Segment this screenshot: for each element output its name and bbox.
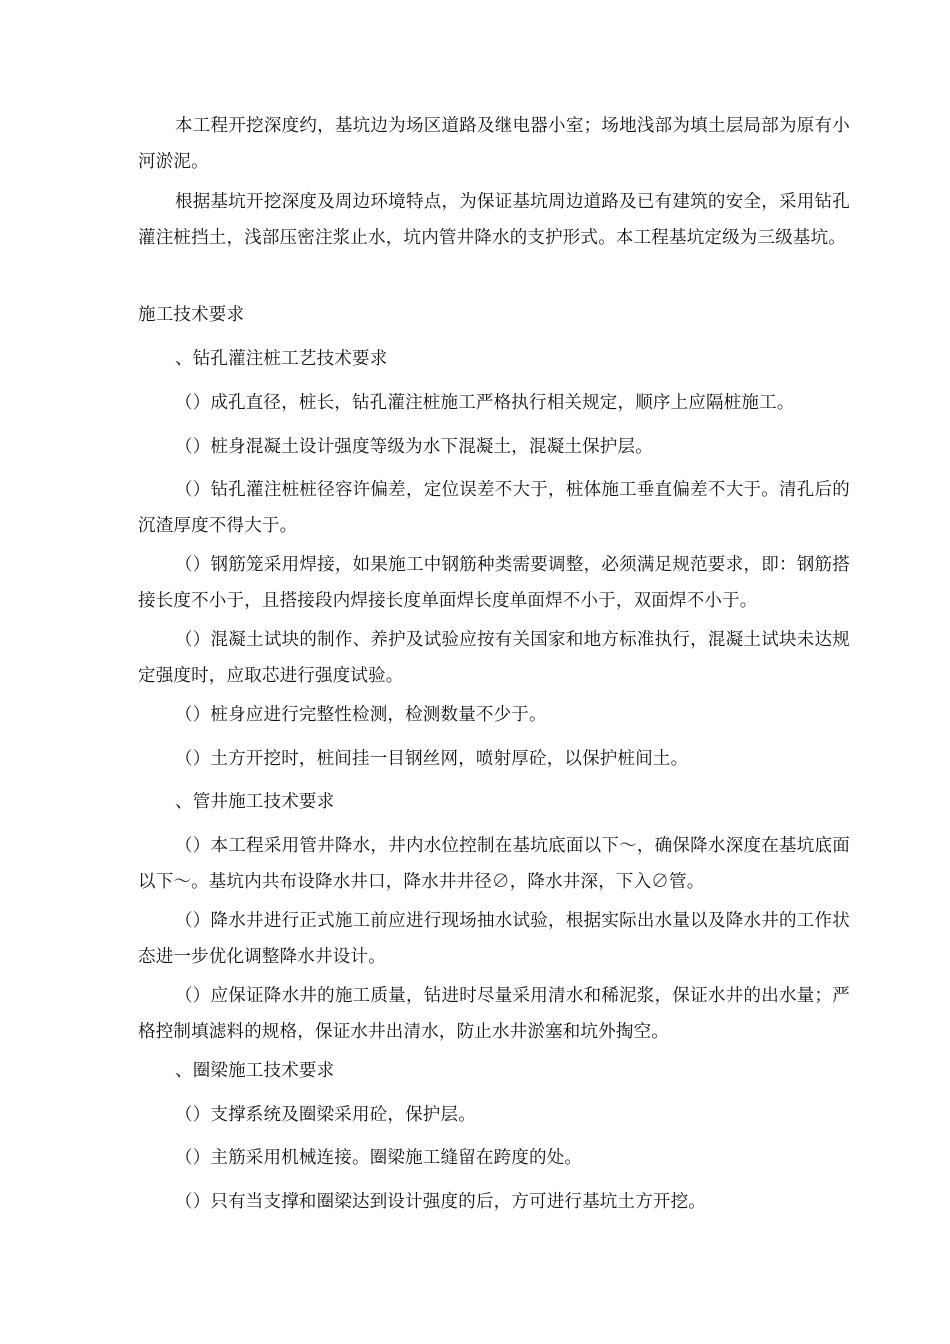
list-item-pile-5: （）混凝土试块的制作、养护及试验应按有关国家和地方标准执行，混凝土试块未达规定强度时，应取芯进行强度试验。 xyxy=(138,630,850,686)
list-item-well-3: （）应保证降水井的施工质量，钻进时尽量采用清水和稀泥浆，保证水井的出水量；严格控制填滤料的规格，保证水井出清水，防止水井淤塞和坑外掏空。 xyxy=(138,986,850,1042)
list-item-beam-1: （）支撑系统及圈梁采用砼，保护层。 xyxy=(175,1105,476,1125)
subsection-heading-tube-well: 、管井施工技术要求 xyxy=(175,792,335,812)
list-item-well-1: （）本工程采用管井降水，井内水位控制在基坑底面以下～，确保降水深度在基坑底面以下～。基坑内共布设降水井口，降水井井径∅，降水井深，下入∅管。 xyxy=(138,836,850,892)
list-item-pile-7: （）土方开挖时，桩间挂一目钢丝网，喷射厚砼，以保护桩间土。 xyxy=(175,749,689,769)
paragraph-support-scheme: 根据基坑开挖深度及周边环境特点，为保证基坑周边道路及已有建筑的安全，采用钻孔灌注桩挡土，浅部压密注浆止水，坑内管井降水的支护形式。本工程基坑定级为三级基坑。 xyxy=(138,192,850,248)
list-item-pile-6: （）桩身应进行完整性检测，检测数量不少于。 xyxy=(175,705,547,725)
subsection-heading-ring-beam: 、圈梁施工技术要求 xyxy=(175,1061,335,1081)
list-item-pile-1: （）成孔直径，桩长，钻孔灌注桩施工严格执行相关规定，顺序上应隔桩施工。 xyxy=(175,393,795,413)
paragraph-site-overview: 本工程开挖深度约，基坑边为场区道路及继电器小室；场地浅部为填土层局部为原有小河淤泥。 xyxy=(138,116,850,172)
list-item-beam-2: （）主筋采用机械连接。圈梁施工缝留在跨度的处。 xyxy=(175,1148,583,1168)
list-item-pile-4: （）钢筋笼采用焊接，如果施工中钢筋种类需要调整，必须满足规范要求，即：钢筋搭接长度不小于，且搭接段内焊接长度单面焊长度单面焊不小于，双面焊不小于。 xyxy=(138,555,850,611)
list-item-beam-3: （）只有当支撑和圈梁达到设计强度的后，方可进行基坑土方开挖。 xyxy=(175,1192,706,1212)
list-item-well-2: （）降水井进行正式施工前应进行现场抽水试验，根据实际出水量以及降水井的工作状态进一步优化调整降水井设计。 xyxy=(138,911,850,967)
list-item-pile-2: （）桩身混凝土设计强度等级为水下混凝土，混凝土保护层。 xyxy=(175,437,653,457)
list-item-pile-3: （）钻孔灌注桩桩径容许偏差，定位误差不大于，桩体施工垂直偏差不大于。清孔后的沉渣厚度不得大于。 xyxy=(138,480,850,536)
section-heading-construction-requirements: 施工技术要求 xyxy=(138,305,245,325)
subsection-heading-bored-pile: 、钻孔灌注桩工艺技术要求 xyxy=(175,349,388,369)
